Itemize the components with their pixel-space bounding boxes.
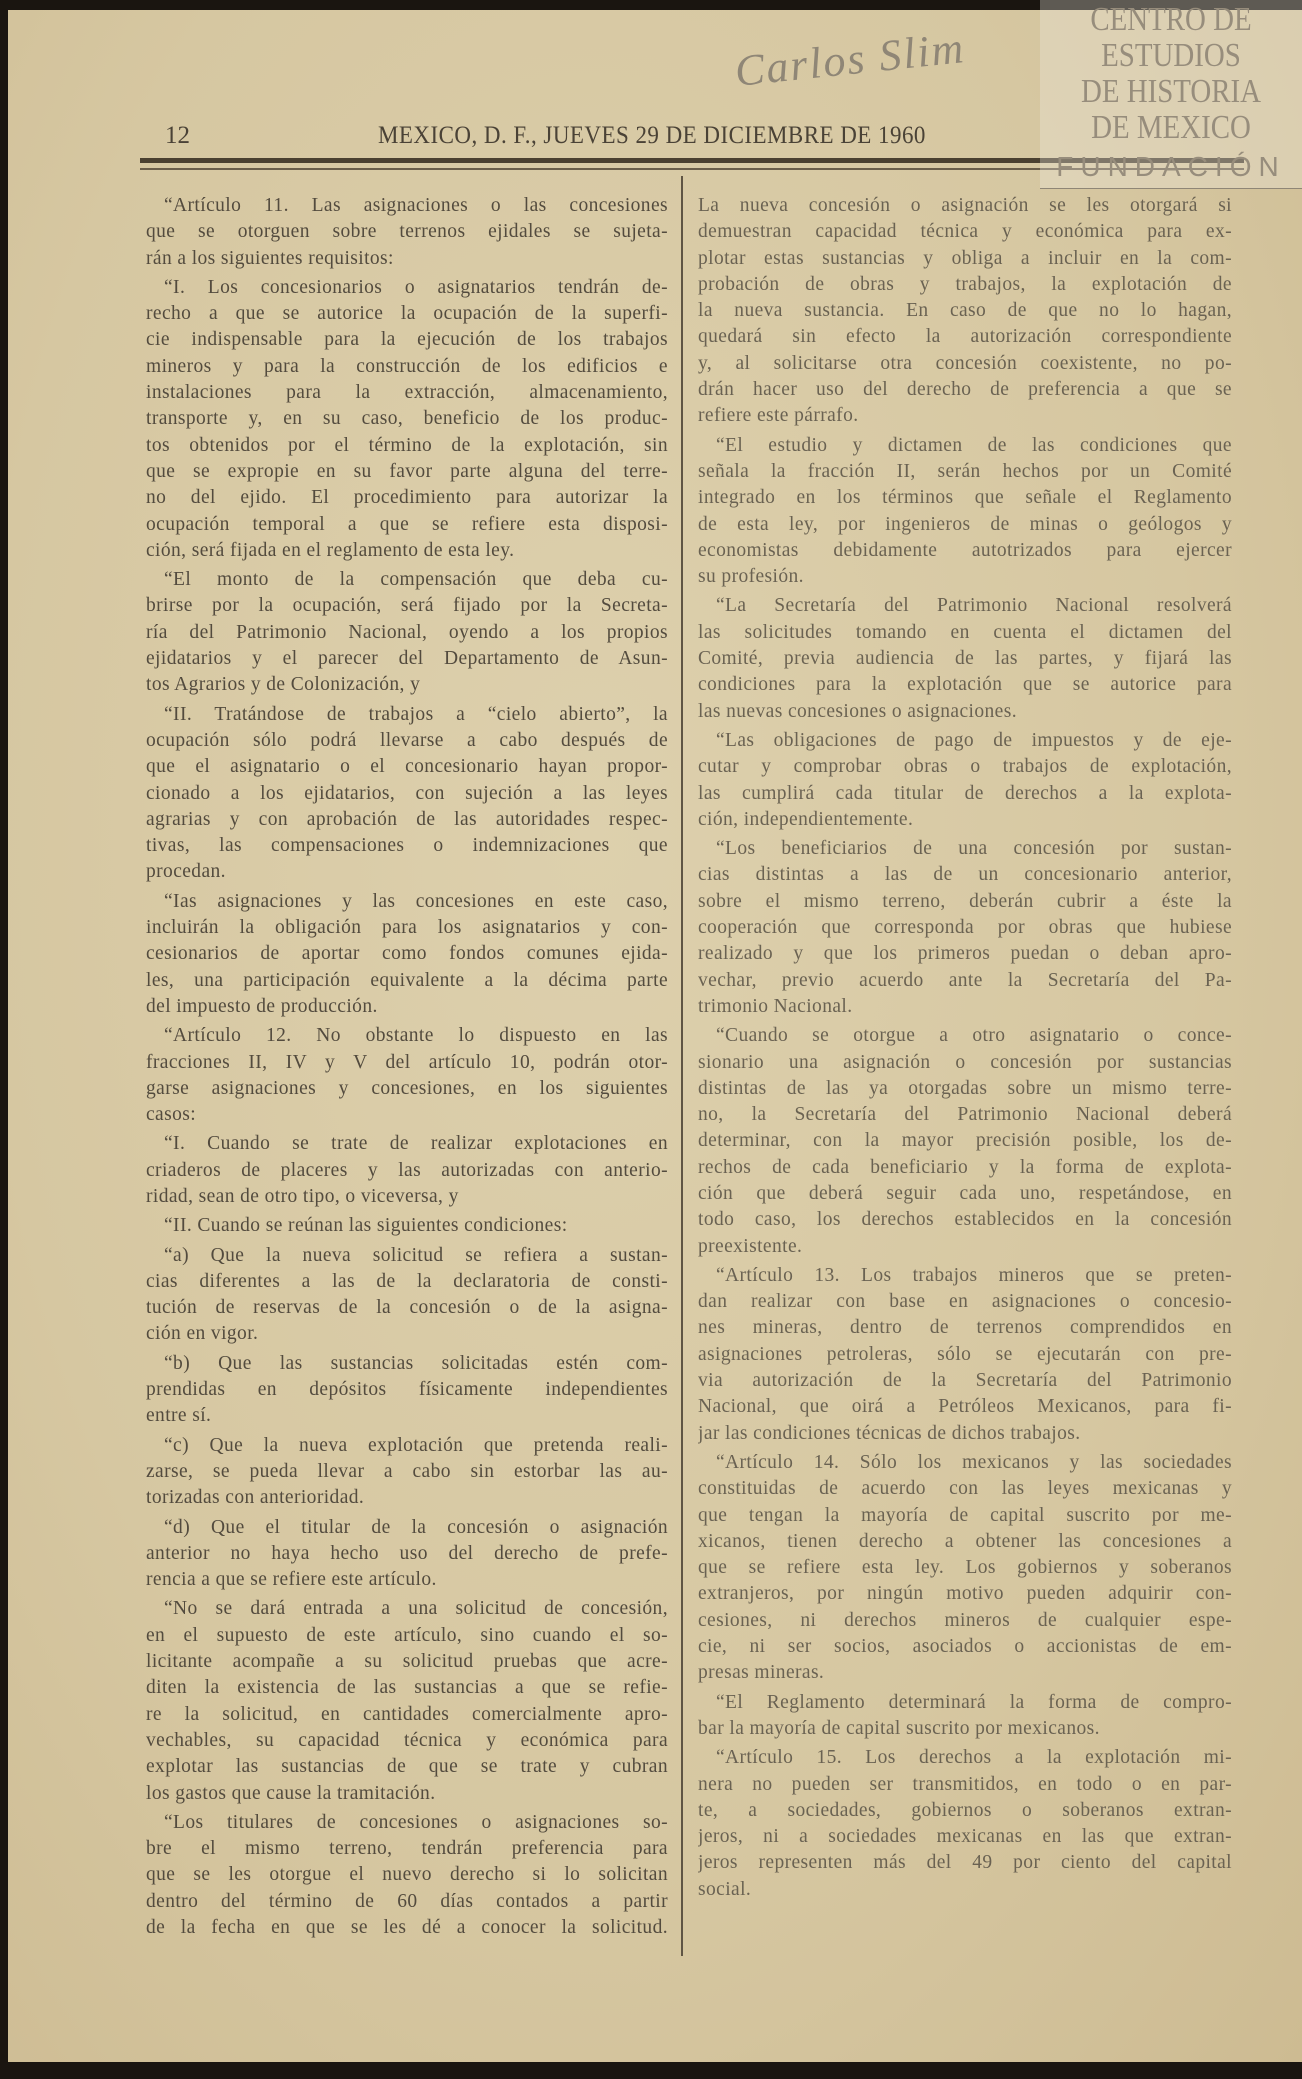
text-line: asignaciones petroleras, sólo se ejecutarán con pre- (698, 1343, 1232, 1365)
text-line: procedan. (146, 861, 226, 883)
text-line: social. (698, 1878, 752, 1900)
page-number: 12 (165, 122, 190, 149)
paragraph (146, 1213, 668, 1239)
text-line: que tengan la mayoría de capital suscrito por me- (698, 1504, 1232, 1526)
text-line: rán a los siguientes requisitos: (146, 247, 394, 269)
text-line: cie indispensable para la ejecución de los trabajos (146, 329, 668, 351)
text-line: agrarias y con aprobación de las autoridades respec- (146, 808, 668, 830)
text-line: en el supuesto de este artículo, sino cuando el so- (146, 1624, 668, 1646)
paragraph (146, 193, 668, 272)
watermark-line: ESTUDIOS (1101, 37, 1241, 74)
text-line: vechar, previo acuerdo ante la Secretaría del Pa- (698, 969, 1232, 991)
paragraph (698, 1263, 1232, 1447)
text-line: integrado en los términos que señale el Reglamento (698, 487, 1232, 509)
text-line: “El monto de la compensación que deba cu- (164, 569, 668, 591)
text-line: jeros representen más del 49 por ciento del capital (698, 1852, 1232, 1874)
dateline: MEXICO, D. F., JUEVES 29 DE DICIEMBRE DE 1960 (378, 122, 926, 149)
text-line: “Ias asignaciones y las concesiones en este caso, (164, 890, 668, 912)
text-line: de la fecha en que se les dé a conocer la solicitud. (146, 1917, 668, 1938)
text-line: “I. Cuando se trate de realizar explotaciones en (164, 1133, 668, 1155)
left-column (146, 193, 668, 1944)
text-line: jeros, ni a sociedades mexicanas en las que extran- (698, 1826, 1232, 1848)
text-line: distintas de las ya otorgadas sobre un mismo terre- (698, 1077, 1232, 1099)
text-line: “Artículo 14. Sólo los mexicanos y las sociedades (716, 1451, 1232, 1473)
text-line: presas mineras. (698, 1662, 825, 1684)
text-line: zarse, se pueda llevar a cabo sin estorbar las au- (146, 1460, 668, 1482)
text-line: ejidatarios y el parecer del Departamento de Asun- (146, 648, 668, 670)
text-line: prendidas en depósitos físicamente independientes (146, 1379, 668, 1401)
text-line: te, a sociedades, gobiernos o soberanos extran- (698, 1799, 1232, 1821)
text-line: “No se dará entrada a una solicitud de concesión, (164, 1598, 668, 1620)
text-line: probación de obras y trabajos, la explotación de (698, 273, 1232, 295)
text-line: diten la existencia de las sustancias a que se refie- (146, 1677, 668, 1699)
text-line: Nacional, que oirá a Petróleos Mexicanos, para fi- (698, 1396, 1232, 1418)
text-line: La nueva concesión o asignación se les otorgará si (698, 195, 1232, 216)
text-line: ridad, sean de otro tipo, o viceversa, y (146, 1185, 459, 1207)
text-line: “d) Que el titular de la concesión o asignación (164, 1516, 668, 1538)
text-line: su profesión. (698, 566, 804, 588)
text-line: casos: (146, 1104, 197, 1126)
paragraph (698, 193, 1232, 430)
text-line: extranjeros, por ningún motivo pueden adquirir con- (698, 1583, 1232, 1605)
text-line: que se otorguen sobre terrenos ejidales se sujeta- (146, 221, 668, 243)
text-line: las cumplirá cada titular de derechos a la explota- (698, 782, 1232, 804)
text-line: tución de reservas de la concesión o de la asigna- (146, 1297, 668, 1319)
text-line: tos Agrarios y de Colonización, y (146, 674, 421, 696)
text-line: del impuesto de producción. (146, 995, 378, 1017)
text-line: jar las condiciones técnicas de dichos trabajos. (698, 1422, 1081, 1444)
paragraph (146, 889, 668, 1020)
text-line: no del ejido. El procedimiento para autorizar la (146, 487, 668, 509)
text-line: señala la fracción II, serán hechos por un Comité (698, 460, 1232, 482)
paragraph (146, 702, 668, 886)
text-line: que se les otorgue el nuevo derecho si lo solicitan (146, 1864, 668, 1886)
paragraph (698, 1745, 1232, 1903)
text-line: Comité, previa audiencia de las partes, y fijará las (698, 648, 1232, 670)
text-line: plotar estas sustancias y obliga a incluir en la com- (698, 247, 1232, 269)
text-line: realizado y que los primeros puedan o deban apro- (698, 943, 1232, 965)
text-line: rechos de cada beneficiario y la forma de explota- (698, 1156, 1232, 1178)
text-line: cesiones, ni derechos mineros de cualquier espe- (698, 1609, 1232, 1631)
text-line: xicanos, tienen derecho a obtener las concesiones a (698, 1530, 1232, 1552)
text-line: via autorización de la Secretaría del Patrimonio (698, 1370, 1232, 1392)
paragraph (146, 1023, 668, 1128)
text-line: “Artículo 13. Los trabajos mineros que se preten- (716, 1264, 1232, 1286)
text-line: que el asignatario o el concesionario hayan propor- (146, 756, 668, 778)
paragraph (146, 1131, 668, 1210)
paragraph (698, 1450, 1232, 1687)
text-line: demuestran capacidad técnica y económica para ex- (698, 221, 1232, 243)
text-line: cias distintas a las de un concesionario anterior, (698, 864, 1232, 886)
text-line: los gastos que cause la tramitación. (146, 1782, 436, 1804)
text-line: refiere este párrafo. (698, 405, 859, 427)
text-line: garse asignaciones y concesiones, en los siguientes (146, 1077, 668, 1099)
text-line: “Los beneficiarios de una concesión por sustan- (716, 838, 1232, 860)
text-line: quedará sin efecto la autorización correspondiente (698, 326, 1232, 348)
text-line: instalaciones para la extracción, almacenamiento, (146, 382, 668, 404)
text-line: rencia a que se refiere este artículo. (146, 1569, 437, 1591)
text-line: re la solicitud, en cantidades comercialmente apro- (146, 1703, 668, 1725)
text-line: sionario una asignación o concesión por sustancias (698, 1051, 1232, 1073)
watermark-rule (1040, 188, 1302, 189)
text-line: ocupación temporal a que se refiere esta disposi- (146, 513, 668, 535)
text-line: “c) Que la nueva explotación que pretenda reali- (164, 1434, 668, 1456)
text-line: condiciones para la explotación que se autorice para (698, 674, 1232, 696)
text-line: tos obtenidos por el término de la explotación, sin (146, 434, 668, 456)
paragraph (146, 1243, 668, 1348)
paragraph (146, 1351, 668, 1430)
text-line: tivas, las compensaciones o indemnizaciones que (146, 835, 668, 857)
text-line: anterior no haya hecho uso del derecho de prefe- (146, 1542, 668, 1564)
text-line: y, al solicitarse otra concesión coexistente, no po- (698, 352, 1232, 374)
paragraph (698, 728, 1232, 833)
text-line: dan realizar con base en asignaciones o concesio- (698, 1291, 1232, 1313)
watermark-line: DE HISTORIA (1080, 73, 1262, 110)
text-line: bre el mismo terreno, tendrán preferencia para (146, 1838, 668, 1860)
text-line: “Artículo 12. No obstante lo dispuesto en las (164, 1025, 668, 1047)
text-line: ocupación sólo podrá llevarse a cabo después de (146, 729, 668, 751)
text-line: cie, ni ser socios, asociados o accionistas de em- (698, 1636, 1232, 1658)
text-line: entre sí. (146, 1405, 212, 1427)
text-line: “II. Tratándose de trabajos a “cielo abierto”, la (164, 703, 668, 725)
paragraph (698, 1690, 1232, 1743)
text-line: “La Secretaría del Patrimonio Nacional resolverá (716, 595, 1232, 617)
text-line: nera no pueden ser transmitidos, en todo o en par- (698, 1773, 1232, 1795)
paragraph (146, 1433, 668, 1512)
text-line: ción, independientemente. (698, 808, 914, 830)
text-line: cutar y comprobar obras o trabajos de explotación, (698, 756, 1232, 778)
paragraph (146, 1515, 668, 1594)
text-line: todo caso, los derechos establecidos en la concesión (698, 1209, 1232, 1231)
watermark-foundation: FUNDACIÓN (1056, 151, 1286, 182)
text-line: “Artículo 15. Los derechos a la explotación mi- (716, 1747, 1232, 1769)
watermark-signature: Carlos Slim (732, 23, 968, 96)
paragraph (146, 567, 668, 698)
text-line: cias diferentes a las de la declaratoria de consti- (146, 1270, 668, 1292)
right-column (698, 193, 1232, 1906)
paragraph (698, 593, 1232, 724)
text-line: economistas debidamente autotrizados para ejercer (698, 539, 1232, 561)
column-divider (681, 176, 683, 1956)
text-line: “Artículo 11. Las asignaciones o las concesiones (164, 195, 668, 216)
text-line: preexistente. (698, 1235, 803, 1257)
text-line: “El Reglamento determinará la forma de compro- (716, 1691, 1232, 1713)
text-line: “b) Que las sustancias solicitadas estén com- (164, 1352, 668, 1374)
text-line: criaderos de placeres y las autorizadas con anterio- (146, 1159, 668, 1181)
paragraph (146, 1596, 668, 1806)
text-line: trimonio Nacional. (698, 995, 853, 1017)
text-line: bar la mayoría de capital suscrito por mexicanos. (698, 1717, 1100, 1739)
text-line: “Los titulares de concesiones o asignaciones so- (164, 1811, 668, 1833)
text-line: “a) Que la nueva solicitud se refiera a sustan- (164, 1244, 668, 1266)
watermark-line: DE MEXICO (1091, 109, 1251, 146)
text-line: recho a que se autorice la ocupación de la superfi- (146, 303, 668, 325)
text-line: “Cuando se otorgue a otro asignatario o conce- (716, 1025, 1232, 1047)
text-line: ción en vigor. (146, 1323, 259, 1345)
text-line: ción que deberá seguir cada uno, respetándose, en (698, 1182, 1232, 1204)
text-line: torizadas con anterioridad. (146, 1487, 365, 1509)
text-line: que se refiere esta ley. Los gobiernos y soberanos (698, 1557, 1232, 1579)
watermark-line: CENTRO DE (1090, 1, 1252, 38)
text-line: las solicitudes tomando en cuenta el dictamen del (698, 621, 1232, 643)
text-line: que se expropie en su favor parte alguna del terre- (146, 460, 668, 482)
text-line: transporte y, en su caso, beneficio de los produc- (146, 408, 668, 430)
text-line: brirse por la ocupación, será fijado por la Secreta- (146, 595, 668, 617)
text-line: drán hacer uso del derecho de preferencia a que se (698, 379, 1232, 401)
text-line: incluirán la obligación para los asignatarios y con- (146, 917, 668, 939)
text-line: “II. Cuando se reúnan las siguientes condiciones: (164, 1215, 568, 1237)
text-line: constituidas de acuerdo con las leyes mexicanas y (698, 1478, 1232, 1500)
text-line: cooperación que corresponda por obras que hubiese (698, 917, 1232, 939)
text-line: sobre el mismo terreno, deberán cubrir a éste la (698, 890, 1232, 912)
text-line: de esta ley, por ingenieros de minas o geólogos y (698, 513, 1232, 535)
text-line: “I. Los concesionarios o asignatarios tendrán de- (164, 276, 668, 298)
paragraph (146, 275, 668, 564)
text-line: vechables, su capacidad técnica y económica para (146, 1729, 668, 1751)
text-line: determinar, con la mayor precisión posible, los de- (698, 1130, 1232, 1152)
text-line: les, una participación equivalente a la décima parte (146, 969, 668, 991)
text-line: nes mineras, dentro de terrenos comprendidos en (698, 1317, 1232, 1339)
text-line: “Las obligaciones de pago de impuestos y de eje- (716, 729, 1232, 751)
text-line: “El estudio y dictamen de las condiciones que (716, 434, 1232, 456)
paragraph (146, 1810, 668, 1941)
text-line: no, la Secretaría del Patrimonio Nacional deberá (698, 1104, 1232, 1126)
text-line: cesionarios de aportar como fondos comunes ejida- (146, 943, 668, 965)
text-line: ción, será fijada en el reglamento de esta ley. (146, 539, 515, 561)
text-line: explotar las sustancias de que se trate y cubran (146, 1756, 668, 1778)
paragraph (698, 836, 1232, 1020)
paragraph (698, 1023, 1232, 1260)
text-line: licitante acompañe a su solicitud pruebas que acre- (146, 1651, 668, 1673)
text-line: fracciones II, IV y V del artículo 10, podrán otor- (146, 1051, 668, 1073)
text-line: mineros y para la construcción de los edificios e (146, 355, 668, 377)
text-line: cionado a los ejidatarios, con sujeción a las leyes (146, 782, 668, 804)
text-line: la nueva sustancia. En caso de que no lo hagan, (698, 300, 1232, 322)
text-line: dentro del término de 60 días contados a partir (146, 1890, 668, 1912)
text-line: ría del Patrimonio Nacional, oyendo a los propios (146, 621, 668, 643)
text-line: las nuevas concesiones o asignaciones. (698, 700, 1017, 722)
paragraph (698, 433, 1232, 591)
